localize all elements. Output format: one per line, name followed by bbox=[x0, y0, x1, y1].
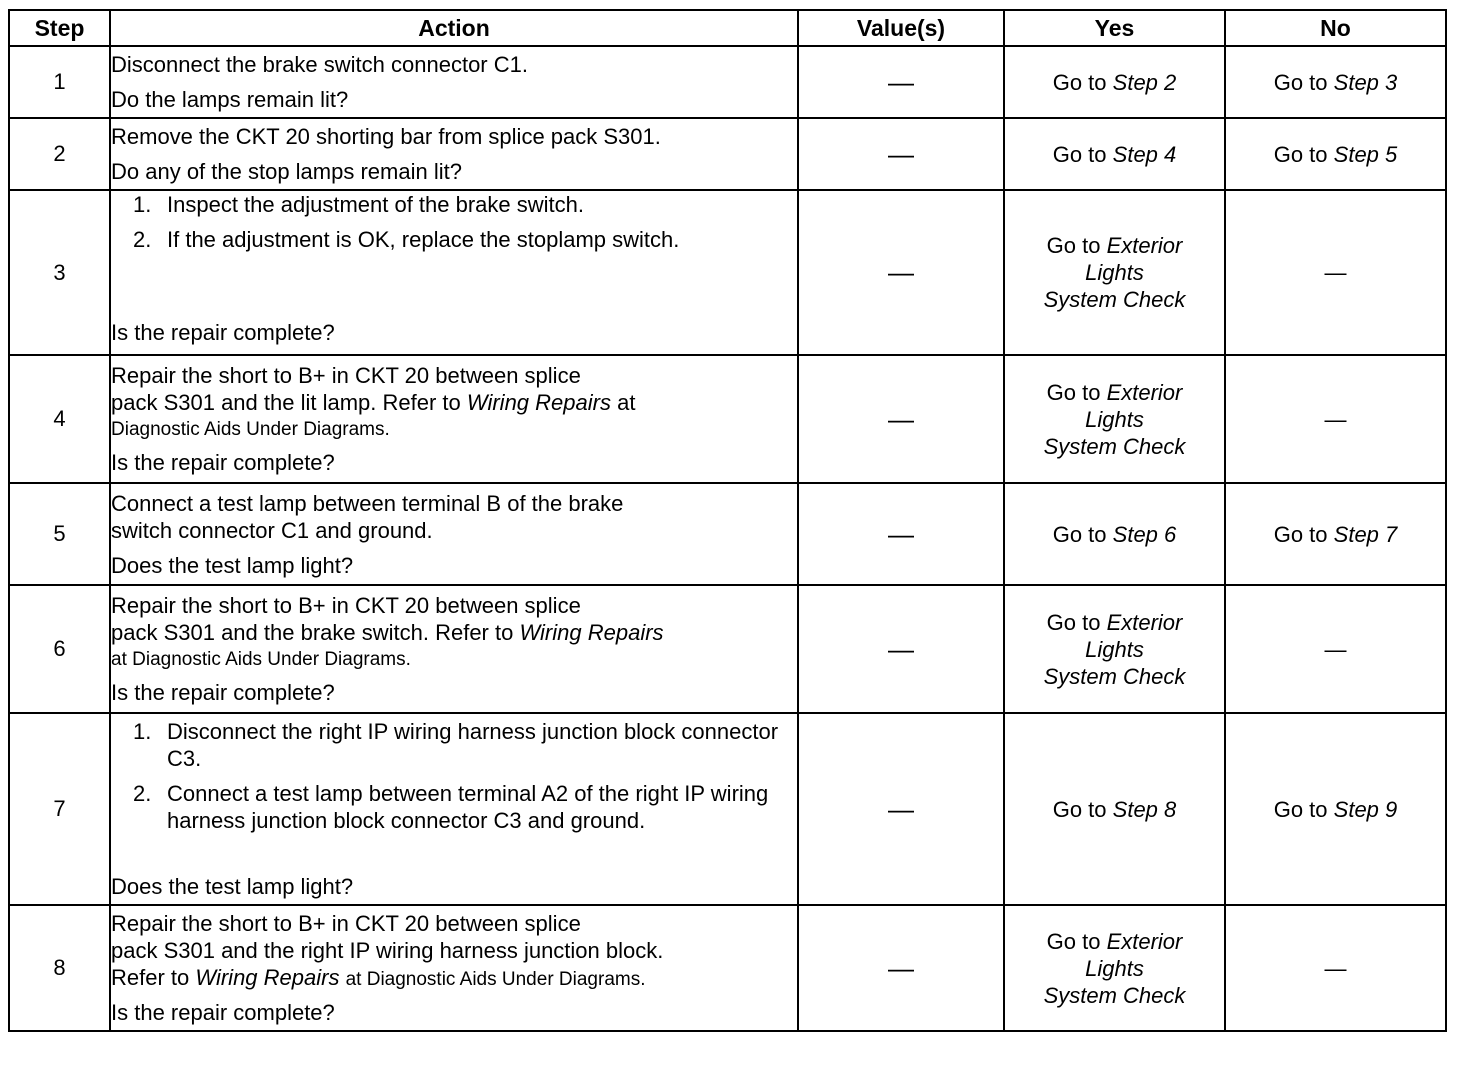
no-cell: — bbox=[1225, 355, 1446, 483]
value-cell: — bbox=[798, 483, 1004, 585]
step-number: 4 bbox=[9, 355, 110, 483]
action-text: Repair the short to B+ in CKT 20 between splice bbox=[111, 593, 581, 618]
table-row bbox=[9, 483, 1446, 585]
step-number: 2 bbox=[9, 118, 110, 190]
diagnostic-table bbox=[8, 9, 1447, 1032]
value-cell: — bbox=[798, 905, 1004, 1031]
yes-link[interactable]: Lights bbox=[1085, 636, 1144, 662]
action-question: Is the repair complete? bbox=[111, 1000, 335, 1025]
yes-link[interactable]: Step 4 bbox=[1112, 141, 1177, 167]
action-text: Diagnostic Aids Under Diagrams. bbox=[111, 419, 390, 440]
yes-prefix: Go to bbox=[1052, 521, 1107, 547]
action-list bbox=[111, 718, 797, 842]
action-text: at Diagnostic Aids Under Diagrams. bbox=[111, 649, 411, 670]
yes-prefix: Go to bbox=[1052, 796, 1107, 822]
action-question: Do the lamps remain lit? bbox=[111, 87, 349, 112]
action-text: Remove the CKT 20 shorting bar from splice pack S301. bbox=[111, 124, 661, 149]
header-action: Action bbox=[110, 10, 798, 46]
yes-cell[interactable] bbox=[1004, 585, 1225, 713]
yes-link[interactable]: Lights bbox=[1085, 955, 1144, 981]
yes-cell[interactable] bbox=[1004, 483, 1225, 585]
no-link[interactable]: Step 5 bbox=[1333, 141, 1398, 167]
yes-link[interactable]: Lights bbox=[1085, 406, 1144, 432]
yes-prefix: Go to bbox=[1046, 928, 1101, 954]
list-item: 1. Disconnect the right IP wiring harness junction block connector C3. bbox=[133, 719, 779, 771]
yes-prefix: Go to bbox=[1046, 379, 1101, 405]
no-cell: — bbox=[1225, 905, 1446, 1031]
value-cell: — bbox=[798, 46, 1004, 118]
wiring-repairs-link[interactable]: Wiring Repairs bbox=[195, 965, 340, 990]
value-cell: — bbox=[798, 190, 1004, 355]
yes-link[interactable]: Step 8 bbox=[1112, 796, 1177, 822]
yes-link[interactable]: System Check bbox=[1043, 287, 1186, 312]
header-no: No bbox=[1225, 10, 1446, 46]
step-number: 3 bbox=[9, 190, 110, 355]
action-question: Does the test lamp light? bbox=[111, 552, 354, 578]
yes-cell[interactable] bbox=[1004, 46, 1225, 118]
action-text: pack S301 and the lit lamp. Refer to Wiring Repairs at bbox=[111, 390, 636, 415]
table-row bbox=[9, 355, 1446, 483]
value-cell: — bbox=[798, 355, 1004, 483]
header-step: Step bbox=[9, 10, 110, 46]
list-item: 2. If the adjustment is OK, replace the stoplamp switch. bbox=[133, 227, 680, 252]
yes-link[interactable]: Exterior bbox=[1106, 928, 1183, 954]
step-number: 8 bbox=[9, 905, 110, 1031]
yes-link[interactable]: System Check bbox=[1043, 982, 1186, 1008]
yes-link[interactable]: Exterior bbox=[1106, 609, 1183, 635]
no-link[interactable]: Step 9 bbox=[1333, 796, 1398, 822]
action-question: Is the repair complete? bbox=[111, 680, 335, 705]
list-item: 1. Inspect the adjustment of the brake switch. bbox=[133, 192, 585, 217]
step-number: 7 bbox=[9, 713, 110, 905]
yes-link[interactable]: Step 2 bbox=[1112, 69, 1177, 95]
action-text: Repair the short to B+ in CKT 20 between splice bbox=[111, 911, 581, 936]
table-row bbox=[9, 46, 1446, 118]
action-text: Refer to Wiring Repairs at Diagnostic Aids Under Diagrams. bbox=[111, 965, 646, 990]
action-list bbox=[111, 191, 797, 261]
no-prefix: Go to bbox=[1273, 796, 1328, 822]
no-link[interactable]: Step 3 bbox=[1333, 69, 1398, 95]
action-cell bbox=[110, 713, 798, 905]
yes-link[interactable]: Exterior bbox=[1106, 379, 1183, 405]
header-values: Value(s) bbox=[798, 10, 1004, 46]
no-prefix: Go to bbox=[1273, 521, 1328, 547]
step-number: 6 bbox=[9, 585, 110, 713]
yes-cell[interactable] bbox=[1004, 713, 1225, 905]
value-cell: — bbox=[798, 585, 1004, 713]
wiring-repairs-link[interactable]: Wiring Repairs bbox=[466, 390, 611, 415]
action-cell bbox=[110, 585, 798, 713]
yes-link[interactable]: Exterior bbox=[1106, 233, 1183, 258]
action-cell bbox=[110, 355, 798, 483]
action-text: switch connector C1 and ground. bbox=[111, 517, 433, 543]
no-cell[interactable] bbox=[1225, 118, 1446, 190]
yes-link[interactable]: Lights bbox=[1085, 260, 1144, 285]
action-cell bbox=[110, 905, 798, 1031]
table-row bbox=[9, 905, 1446, 1031]
step-number: 1 bbox=[9, 46, 110, 118]
action-cell bbox=[110, 118, 798, 190]
action-question: Is the repair complete? bbox=[111, 320, 335, 345]
table-row bbox=[9, 585, 1446, 713]
no-cell[interactable] bbox=[1225, 483, 1446, 585]
table-row bbox=[9, 118, 1446, 190]
no-link[interactable]: Step 7 bbox=[1333, 521, 1398, 547]
header-yes: Yes bbox=[1004, 10, 1225, 46]
no-cell: — bbox=[1225, 585, 1446, 713]
value-cell: — bbox=[798, 713, 1004, 905]
action-text: Disconnect the brake switch connector C1. bbox=[111, 52, 528, 77]
yes-link[interactable]: System Check bbox=[1043, 663, 1186, 689]
table-row bbox=[9, 190, 1446, 355]
action-cell bbox=[110, 46, 798, 118]
list-item: 2. Connect a test lamp between terminal A2 of the right IP wiring harness junction block connector C3 and ground. bbox=[133, 781, 769, 833]
header-row bbox=[9, 10, 1446, 46]
wiring-repairs-link[interactable]: Wiring Repairs bbox=[519, 620, 664, 645]
action-cell bbox=[110, 483, 798, 585]
yes-link[interactable]: System Check bbox=[1043, 433, 1186, 459]
no-cell: — bbox=[1225, 190, 1446, 355]
no-prefix: Go to bbox=[1273, 69, 1328, 95]
yes-cell[interactable] bbox=[1004, 355, 1225, 483]
yes-cell[interactable] bbox=[1004, 118, 1225, 190]
table-row bbox=[9, 713, 1446, 905]
action-question: Do any of the stop lamps remain lit? bbox=[111, 159, 462, 184]
yes-prefix: Go to bbox=[1046, 609, 1101, 635]
yes-prefix: Go to bbox=[1046, 233, 1101, 258]
yes-cell[interactable] bbox=[1004, 190, 1225, 355]
value-cell: — bbox=[798, 118, 1004, 190]
action-text: pack S301 and the right IP wiring harness junction block. bbox=[111, 938, 664, 963]
yes-prefix: Go to bbox=[1052, 69, 1107, 95]
action-text: Repair the short to B+ in CKT 20 between splice bbox=[111, 363, 581, 388]
yes-prefix: Go to bbox=[1052, 141, 1107, 167]
no-cell[interactable] bbox=[1225, 713, 1446, 905]
yes-link[interactable]: Step 6 bbox=[1112, 521, 1177, 547]
action-text: pack S301 and the brake switch. Refer to Wiring Repairs bbox=[111, 620, 664, 645]
no-cell[interactable] bbox=[1225, 46, 1446, 118]
yes-cell[interactable] bbox=[1004, 905, 1225, 1031]
action-text: Connect a test lamp between terminal B of the brake bbox=[111, 490, 624, 516]
step-number: 5 bbox=[9, 483, 110, 585]
action-cell bbox=[110, 190, 798, 355]
action-question: Is the repair complete? bbox=[111, 450, 335, 475]
no-prefix: Go to bbox=[1273, 141, 1328, 167]
action-question: Does the test lamp light? bbox=[111, 874, 354, 899]
